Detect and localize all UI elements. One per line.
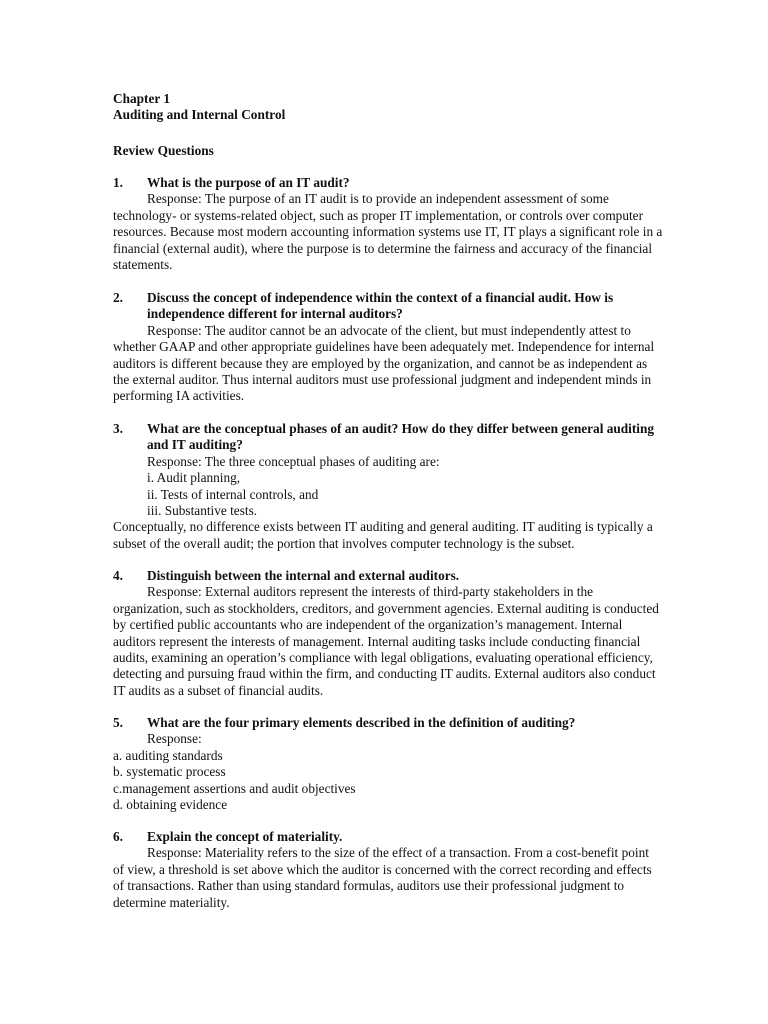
question-1 [113,175,663,273]
question-body: What are the conceptual phases of an audit? How do they differ between general auditing and IT auditing? [147,421,655,453]
question-4 [113,568,663,699]
question-text [113,175,663,191]
chapter-heading [113,91,663,124]
response-text: Response: The three conceptual phases of auditing are: [147,453,440,469]
question-text [113,715,663,731]
question-number: 3. [113,421,123,436]
section-heading: Review Questions [113,143,214,158]
question-body: What is the purpose of an IT audit? [147,175,350,190]
question-3 [113,421,663,552]
question-body: Distinguish between the internal and external auditors. [147,568,460,583]
question-2 [113,290,663,405]
question-number: 6. [113,829,123,844]
question-6 [113,829,663,911]
question-number: 5. [113,715,123,730]
list-item: ii. Tests of internal controls, and [147,486,319,502]
question-text [113,829,663,845]
response-text: Response: The auditor cannot be an advocate of the client, but must independently attest to whether GAAP and other appropriate guidelines have been adequately met. Independence for internal auditors is different because they are employed by the organization, and cannot be as independent as the external auditor. Thus internal auditors must use professional judgment and independent minds in performing IA activities. [113,322,655,404]
response-text: Response: Materiality refers to the size of the effect of a transaction. From a cost-benefit point of view, a threshold is set above which the auditor is concerned with the correct recording and effects of transactions. Rather than using standard formulas, auditors use their professional judgment to determine materiality. [113,845,652,910]
list-item: iii. Substantive tests. [147,503,258,519]
list-item: b. systematic process [113,764,226,780]
question-body: What are the four primary elements described in the definition of auditing? [147,715,576,730]
chapter-label: Chapter 1 [113,91,171,106]
list-item: c.management assertions and audit objectives [113,780,356,796]
response-continuation: Conceptually, no difference exists between IT auditing and general auditing. IT auditing is typically a subset of the overall audit; the portion that involves computer technology is the subset. [113,519,653,551]
question-text [113,568,663,584]
question-number: 2. [113,290,123,305]
response-text: Response: The purpose of an IT audit is to provide an independent assessment of some technology- or systems-related object, such as proper IT implementation, or controls over computer resources. Because most modern accounting information systems use IT, IT plays a significant role in a financial (external audit), where the purpose is to determine the fairness and accuracy of the financial statements. [113,191,663,273]
chapter-title: Auditing and Internal Control [113,107,286,123]
question-body: Discuss the concept of independence within the context of a financial audit. How is independence different for internal auditors? [147,290,614,322]
question-number: 1. [113,175,123,190]
list-item: d. obtaining evidence [113,797,228,813]
list-item: i. Audit planning, [147,470,241,486]
question-text [113,421,663,454]
response-text: Response: [147,731,202,747]
question-body: Explain the concept of materiality. [147,829,343,844]
question-5 [113,715,663,813]
question-number: 4. [113,568,123,583]
response-text: Response: External auditors represent the interests of third-party stakeholders in the organization, such as stockholders, creditors, and government agencies. External auditing is conducted by certified public accountants who are independent of the organization’s management. Internal auditors represent the interests of management. Internal auditing tasks include conducting financial audits, examining an operation’s compliance with legal obligations, evaluating operational efficiency, detecting and pursuing fraud within the firm, and conducting IT audits. External auditors also conduct IT audits as a subset of financial audits. [113,584,659,698]
list-item: a. auditing standards [113,747,223,763]
question-text [113,290,663,323]
